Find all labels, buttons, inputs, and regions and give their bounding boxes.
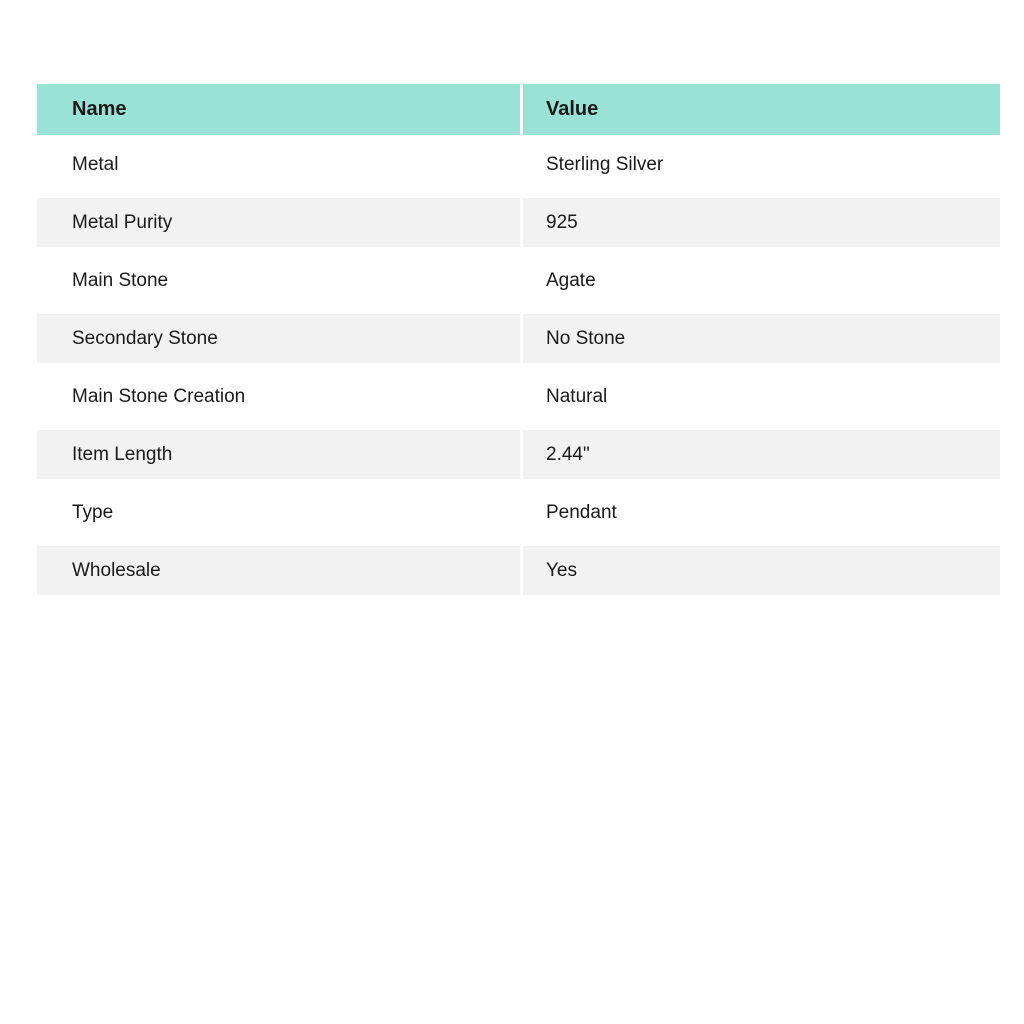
attribute-name-cell: Main Stone Creation	[37, 367, 520, 425]
attribute-name-cell: Main Stone	[37, 251, 520, 309]
attribute-value-cell: Agate	[520, 251, 1000, 309]
attribute-value-cell: Yes	[520, 541, 1000, 599]
attribute-name-cell: Item Length	[37, 425, 520, 483]
table-row	[37, 251, 1000, 309]
attribute-value-cell: No Stone	[520, 309, 1000, 367]
column-header-name: Name	[37, 84, 520, 135]
attribute-name-cell: Metal	[37, 135, 520, 193]
column-header-value: Value	[520, 84, 1000, 135]
table-row	[37, 135, 1000, 193]
table-header-row	[37, 84, 1000, 135]
table-row	[37, 541, 1000, 599]
product-attributes-table	[37, 84, 1000, 599]
attribute-name-cell: Secondary Stone	[37, 309, 520, 367]
table-row	[37, 483, 1000, 541]
attribute-name-cell: Wholesale	[37, 541, 520, 599]
table-row	[37, 193, 1000, 251]
attribute-name-cell: Type	[37, 483, 520, 541]
attribute-value-cell: Natural	[520, 367, 1000, 425]
attribute-value-cell: 2.44"	[520, 425, 1000, 483]
attribute-name-cell: Metal Purity	[37, 193, 520, 251]
table-row	[37, 367, 1000, 425]
attribute-value-cell: Pendant	[520, 483, 1000, 541]
attribute-value-cell: 925	[520, 193, 1000, 251]
attribute-value-cell: Sterling Silver	[520, 135, 1000, 193]
table-row	[37, 309, 1000, 367]
table-row	[37, 425, 1000, 483]
